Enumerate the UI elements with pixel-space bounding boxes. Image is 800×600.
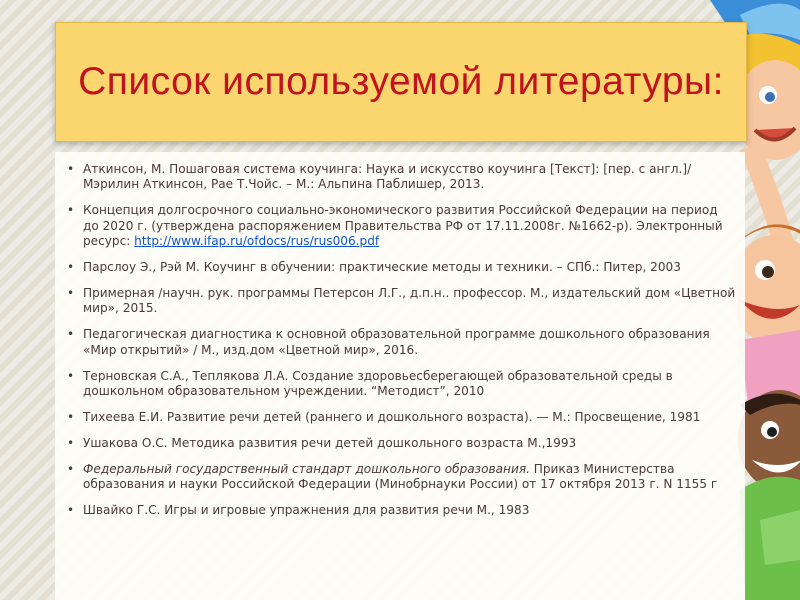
list-item: • Тихеева Е.И. Развитие речи детей (раннего и дошкольного возраста). — М.: Просвещение, 1981 bbox=[67, 409, 701, 424]
bullet-icon: • bbox=[67, 368, 75, 383]
references-list bbox=[67, 162, 737, 529]
list-item: • Примерная /научн. рук. программы Петерсон Л.Г., д.п.н.. профессор. М., издательский дом «Цветной мир», 2015. bbox=[67, 285, 736, 316]
bullet-icon: • bbox=[67, 503, 75, 517]
list-item: • Концепция долгосрочного социально-экономического развития Российской Федерации на период до 2020 г. (утверждена распоряжением Правительства РФ от 17.11.2008г. №1662-р). Электронный ресурс: http://www.ifap.ru/ofdocs/rus/rus006.pdf bbox=[67, 203, 723, 249]
bullet-icon: • bbox=[67, 285, 75, 300]
list-item: • Ушакова О.С. Методика развития речи детей дошкольного возраста М.,1993 bbox=[67, 435, 577, 450]
title-banner bbox=[55, 22, 747, 142]
bullet-icon: • bbox=[67, 409, 75, 424]
list-item: • Педагогическая диагностика к основной образовательной программе дошкольного образования «Мир открытий» / М., изд.дом «Цветной мир», 2016. bbox=[67, 327, 710, 357]
list-item: • Федеральный государственный стандарт дошкольного образования. Приказ Министерства образования и науки Российской Федерации (Минобрнауки России) от 17 октября 2013 г. N 1155 г bbox=[67, 461, 718, 492]
bullet-icon: • bbox=[67, 327, 75, 342]
slide-title: Список используемой литературы: bbox=[78, 59, 724, 103]
list-item: • Аткинсон, М. Пошаговая система коучинга: Наука и искусство коучинга [Текст]: [пер. с англ.]/ Мэрилин Аткинсон, Рае Т.Чойс. – М.: Альпина Паблишер, 2013. bbox=[67, 162, 692, 192]
bullet-icon: • bbox=[67, 461, 75, 476]
references-panel bbox=[55, 152, 745, 600]
reference-link[interactable]: http://www.ifap.ru/ofdocs/rus/rus006.pdf bbox=[134, 234, 380, 249]
bullet-icon: • bbox=[67, 203, 75, 218]
list-item: • Швайко Г.С. Игры и игровые упражнения для развития речи М., 1983 bbox=[67, 503, 530, 517]
list-item: • Терновская С.А., Теплякова Л.А. Создание здоровьесберегающей образовательной среды в дошкольном образовательном учреждении. “Методист”, 2010 bbox=[67, 368, 673, 398]
bullet-icon: • bbox=[67, 162, 75, 176]
list-item: • Парслоу Э., Рэй М. Коучинг в обучении: практические методы и техники. – СПб.: Питер, 2003 bbox=[67, 260, 681, 275]
bullet-icon: • bbox=[67, 435, 75, 450]
bullet-icon: • bbox=[67, 260, 75, 275]
